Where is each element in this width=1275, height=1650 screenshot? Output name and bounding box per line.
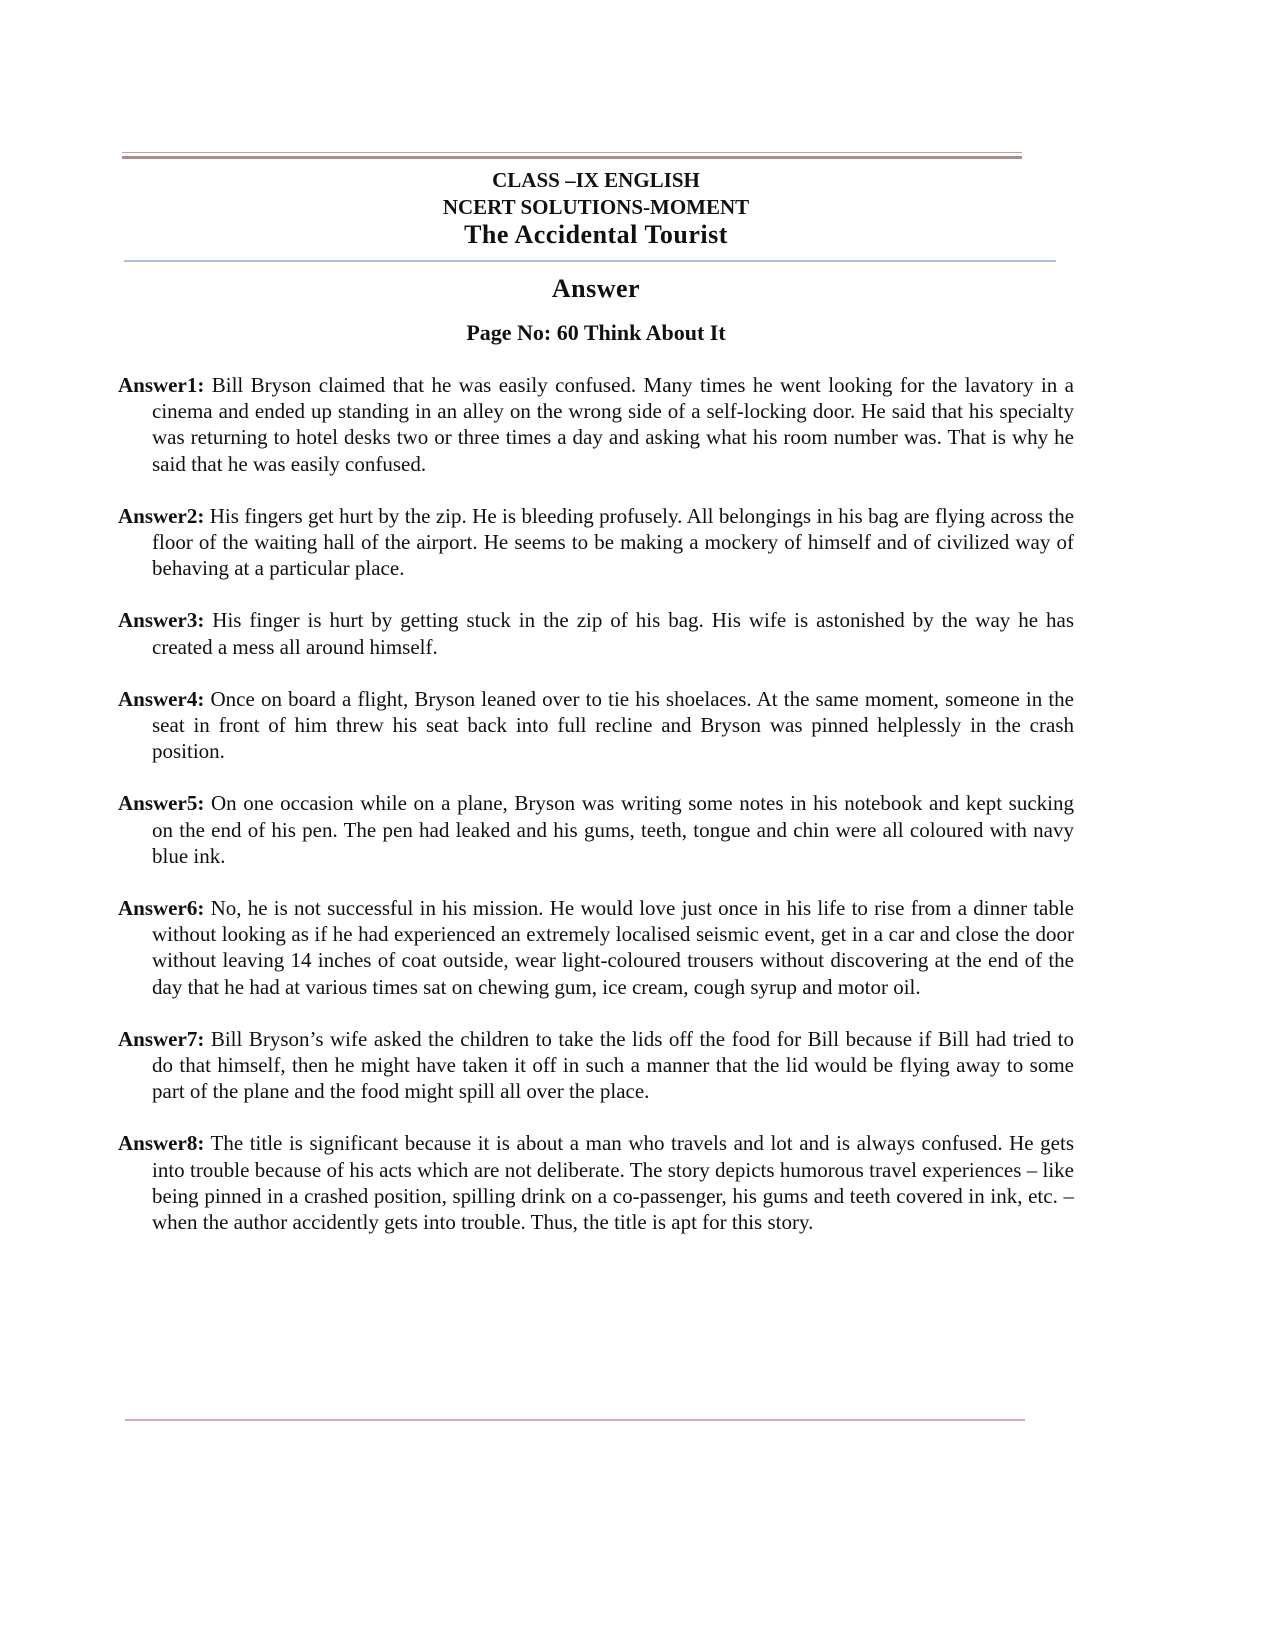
answer-text: Bill Bryson’s wife asked the children to take the lids off the food for Bill because if Bill had tried to do that himself, then he might have taken it off in such a manner that the lid would be flying away to some part of the plane and the food might spill all over the place.: [152, 1026, 1074, 1104]
answers-list: [118, 372, 1074, 1261]
answer-item: [118, 607, 1074, 659]
header-rule-thin: [122, 152, 1022, 153]
answer-item: [118, 895, 1074, 1000]
class-heading: CLASS –IX ENGLISH: [492, 168, 700, 192]
answer-label: Answer3:: [118, 608, 205, 633]
answer-item: [118, 1130, 1074, 1235]
page-reference: Page No: 60 Think About It: [466, 320, 726, 345]
answer-text: No, he is not successful in his mission. He would love just once in his life to rise from a dinner table without looking as if he had experienced an extremely localised seismic event, get in a car and close the door without leaving 14 inches of coat outside, wear light-coloured trousers without discovering at the end of the day that he had at various times sat on chewing gum, ice cream, cough syrup and motor oil.: [152, 896, 1074, 999]
footer-rule: [125, 1419, 1025, 1421]
answer-text: His fingers get hurt by the zip. He is bleeding profusely. All belongings in his bag are flying across the floor of the waiting hall of the airport. He seems to be making a mockery of himself and of civilized way of behaving at a particular place.: [152, 503, 1075, 581]
answer-label: Answer2:: [118, 503, 205, 528]
answer-item: [118, 503, 1074, 582]
answer-text: Once on board a flight, Bryson leaned over to tie his shoelaces. At the same moment, someone in the seat in front of him threw his seat back into full recline and Bryson was pinned helplessly in the crash position.: [152, 686, 1075, 764]
chapter-title: The Accidental Tourist: [464, 220, 728, 249]
answer-text: On one occasion while on a plane, Bryson was writing some notes in his notebook and kept sucking on the end of his pen. The pen had leaked and his gums, teeth, tongue and chin were all coloured with navy blue ink.: [152, 791, 1075, 868]
section-heading: Answer: [551, 274, 641, 303]
answer-label: Answer5:: [118, 791, 205, 816]
answer-item: [118, 790, 1074, 869]
answer-text: Bill Bryson claimed that he was easily confused. Many times he went looking for the lavatory in a cinema and ended up standing in an alley on the wrong side of a self-locking door. He said that his specialty was returning to hotel desks two or three times a day and asking what his room number was. That is why he said that he was easily confused.: [152, 373, 1075, 476]
series-heading: NCERT SOLUTIONS-MOMENT: [442, 195, 750, 219]
answer-text: His finger is hurt by getting stuck in the zip of his bag. His wife is astonished by the way he has created a mess all around himself.: [152, 608, 1075, 659]
answer-label: Answer4:: [118, 686, 205, 711]
title-divider: [124, 260, 1056, 262]
answer-text: The title is significant because it is about a man who travels and lot and is always confused. He gets into trouble because of his acts which are not deliberate. The story depicts humorous travel experiences – like being pinned in a crashed position, spilling drink on a co-passenger, his gums and teeth covered in ink, etc. – when the author accidently gets into trouble. Thus, the title is apt for this story.: [152, 1131, 1074, 1235]
answer-label: Answer6:: [118, 896, 205, 921]
header-rule-thick: [122, 156, 1022, 159]
answer-item: [118, 1026, 1074, 1105]
answer-label: Answer1:: [118, 373, 205, 397]
answer-label: Answer8:: [118, 1131, 205, 1156]
answer-label: Answer7:: [118, 1026, 205, 1051]
answer-item: [118, 372, 1074, 477]
answer-item: [118, 686, 1074, 765]
